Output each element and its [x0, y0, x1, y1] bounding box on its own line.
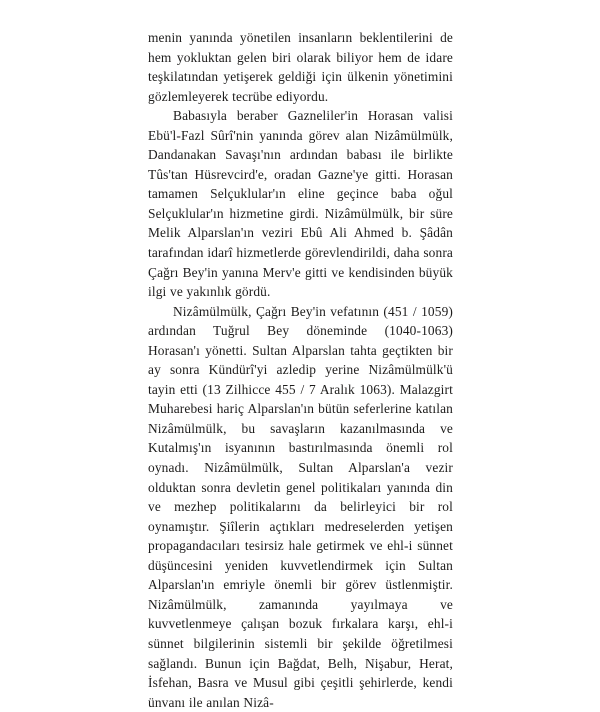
body-text-column [148, 28, 453, 712]
paragraph-babasiyla: Babasıyla beraber Gazneliler'in Horasan valisi Ebü'l-Fazl Sûrî'nin yanında görev alan Nizâmülmülk, Dandanakan Savaşı'nın ardından babası ile birlikte Tûs'tan Hüsrevcird'e, oradan Gazne'ye gitti. Horasan tamamen Selçuklular'ın eline geçince baba oğul Selçuklular'ın hizmetine girdi. Nizâmülmülk, bir süre Melik Alparslan'ın veziri Ebû Ali Ahmed b. Şâdân tarafından idarî hizmetlerde görevlendirildi, daha sonra Çağrı Bey'in yanına Merv'e gitti ve kendisinden büyük ilgi ve yakınlık gördü. [148, 108, 453, 300]
paragraph-continued: menin yanında yönetilen insanların beklentilerini de hem yokluktan gelen biri olarak biliyor hem de idare teşkilatından yetişerek geldiği için ülkenin yönetimini gözlemleyerek tecrübe ediyordu. [148, 30, 453, 104]
paragraph-nizamulmulk: Nizâmülmülk, Çağrı Bey'in vefatının (451 / 1059) ardından Tuğrul Bey döneminde (1040-1063) Horasan'ı yönetti. Sultan Alparslan tahta geçtikten bir ay sonra Kündürî'yi azledip yerine Nizâmülmülk'ü tayin etti (13 Zilhicce 455 / 7 Aralık 1063). Malazgirt Muharebesi hariç Alparslan'ın bütün seferlerine katılan Nizâmülmülk, bu savaşların kazanılmasında ve Kutalmış'ın isyanının bastırılmasında önemli rol oynadı. Nizâmülmülk, Sultan Alparslan'a vezir olduktan sonra devletin genel politikaları yanında din ve mezhep politikalarını da belirleyici bir rol oynamıştır. Şiîlerin açtıkları medreselerden yetişen propagandacıları tesirsiz hale getirmek ve ehl-i sünnet düşüncesini yeniden kuvvetlendirmek için Sultan Alparslan'ın emriyle önemli bir görev üstlenmiştir. Nizâmülmülk, zamanında yayılmaya ve kuvvetlenmeye çalışan bozuk fırkalara karşı, ehl-i sünnet bilgilerinin sistemli bir şekilde öğretilmesi sağlandı. Bunun için Bağdat, Belh, Nişabur, Herat, İsfehan, Basra ve Musul gibi çeşitli şehirlerde, kendi ünvanı ile anılan Nizâ- [148, 303, 453, 710]
